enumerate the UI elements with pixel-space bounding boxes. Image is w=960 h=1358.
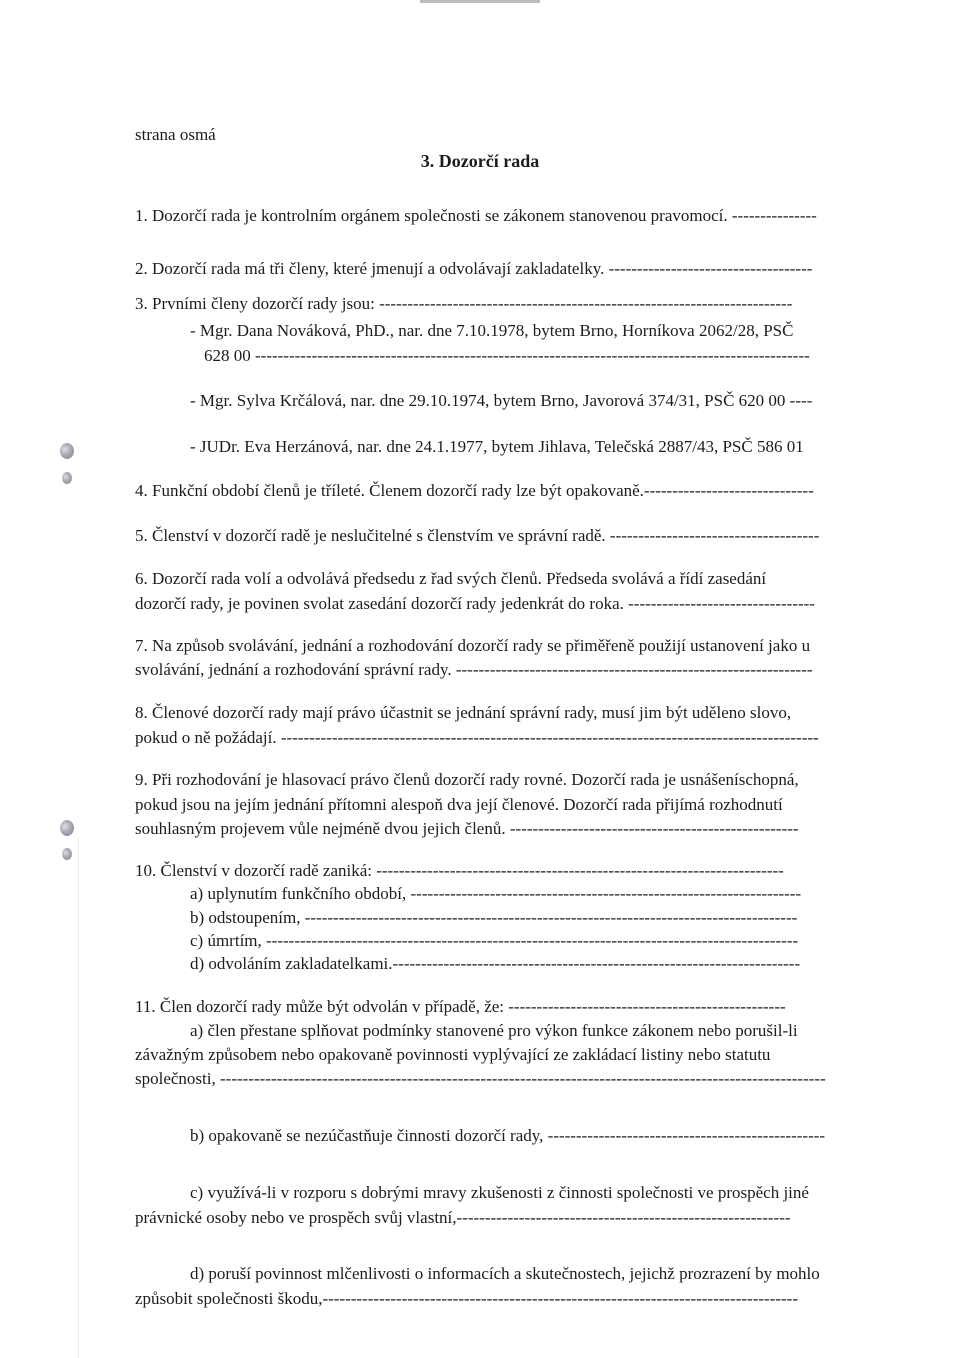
text-line: a) člen přestane splňovat podmínky stanovené pro výkon funkce zákonem nebo porušil-li [190,1021,798,1040]
text-line: - Mgr. Sylva Krčálová, nar. dne 29.10.1974, bytem Brno, Javorová 374/31, PSČ 620 00 ---- [190,391,813,410]
text-line: 3. Prvními členy dozorčí rady jsou: ------------------------------------------------------------------------- [135,294,793,313]
text-line: pokud o ně požádají. ----------------------------------------------------------------------------------------------- [135,728,819,747]
text-line: právnické osoby nebo ve prospěch svůj vlastní,----------------------------------------------------------- [135,1208,791,1227]
text-line: c) využívá-li v rozporu s dobrými mravy zkušenosti z činnosti společnosti ve prospěch jiné [190,1183,809,1202]
section-heading: 3. Dozorčí rada [420,151,540,171]
scan-edge-mark [420,0,540,3]
text-line: způsobit společnosti škodu,------------------------------------------------------------------------------------ [135,1289,798,1308]
text-line: d) odvoláním zakladatelkami.------------------------------------------------------------------------ [190,954,801,973]
text-line: b) odstoupením, --------------------------------------------------------------------------------------- [190,908,798,927]
text-line: b) opakovaně se nezúčastňuje činnosti dozorčí rady, ------------------------------------------------- [190,1126,826,1145]
text-line: d) poruší povinnost mlčenlivosti o informacích a skutečnostech, jejichž prozrazení by mohlo [190,1264,820,1283]
text-line: souhlasným projevem vůle nejméně dvou jejich členů. --------------------------------------------------- [135,819,799,838]
text-line: a) uplynutím funkčního období, --------------------------------------------------------------------- [190,884,802,903]
text-line: 5. Členství v dozorčí radě je neslučitelné s členstvím ve správní radě. ------------------------------------- [135,526,820,545]
text-line: 4. Funkční období členů je tříleté. Členem dozorčí rady lze být opakovaně.------------------------------ [135,481,814,500]
text-line: 628 00 -------------------------------------------------------------------------------------------------- [204,346,810,365]
text-line: 7. Na způsob svolávání, jednání a rozhodování dozorčí rady se přiměřeně použijí ustanovení jako u [135,636,811,655]
text-line: 10. Členství v dozorčí radě zaniká: ------------------------------------------------------------------------ [135,861,784,880]
text-line: 6. Dozorčí rada volí a odvolává předsedu z řad svých členů. Předseda svolává a řídí zasedání [135,569,767,588]
text-line: 11. Člen dozorčí rady může být odvolán v případě, že: ------------------------------------------------- [135,997,786,1016]
scan-edge-shadow [78,840,79,1358]
page-number-label: strana osmá [135,125,216,144]
text-line: 8. Členové dozorčí rady mají právo účastnit se jednání správní rady, musí jim být uděleno slovo, [135,703,792,722]
punch-hole-mark [62,472,72,484]
text-line: závažným způsobem nebo opakovaně povinnosti vyplývající ze zakládací listiny nebo statutu [135,1045,771,1064]
text-line: svolávání, jednání a rozhodování správní rady. --------------------------------------------------------------- [135,660,813,679]
text-line: pokud jsou na jejím jednání přítomni alespoň dva její členové. Dozorčí rada přijímá rozhodnutí [135,795,783,814]
text-line: c) úmrtím, ---------------------------------------------------------------------------------------------- [190,931,799,950]
punch-hole-mark [62,848,72,860]
punch-hole-mark [60,820,74,836]
text-line: 9. Při rozhodování je hlasovací právo členů dozorčí rady rovné. Dozorčí rada je usnášeníschopná, [135,770,799,789]
text-line: - Mgr. Dana Nováková, PhD., nar. dne 7.10.1978, bytem Brno, Horníkova 2062/28, PSČ [190,321,794,340]
text-line: 1. Dozorčí rada je kontrolním orgánem společnosti se zákonem stanovenou pravomocí. --------------- [135,206,817,225]
text-line: - JUDr. Eva Herzánová, nar. dne 24.1.1977, bytem Jihlava, Telečská 2887/43, PSČ 586 01 [190,437,804,456]
punch-hole-mark [60,443,74,459]
text-line: 2. Dozorčí rada má tři členy, které jmenují a odvolávají zakladatelky. ------------------------------------ [135,259,813,278]
text-line: společnosti, ----------------------------------------------------------------------------------------------------------- [135,1069,826,1088]
text-line: dozorčí rady, je povinen svolat zasedání dozorčí rady jedenkrát do roka. --------------------------------- [135,594,815,613]
